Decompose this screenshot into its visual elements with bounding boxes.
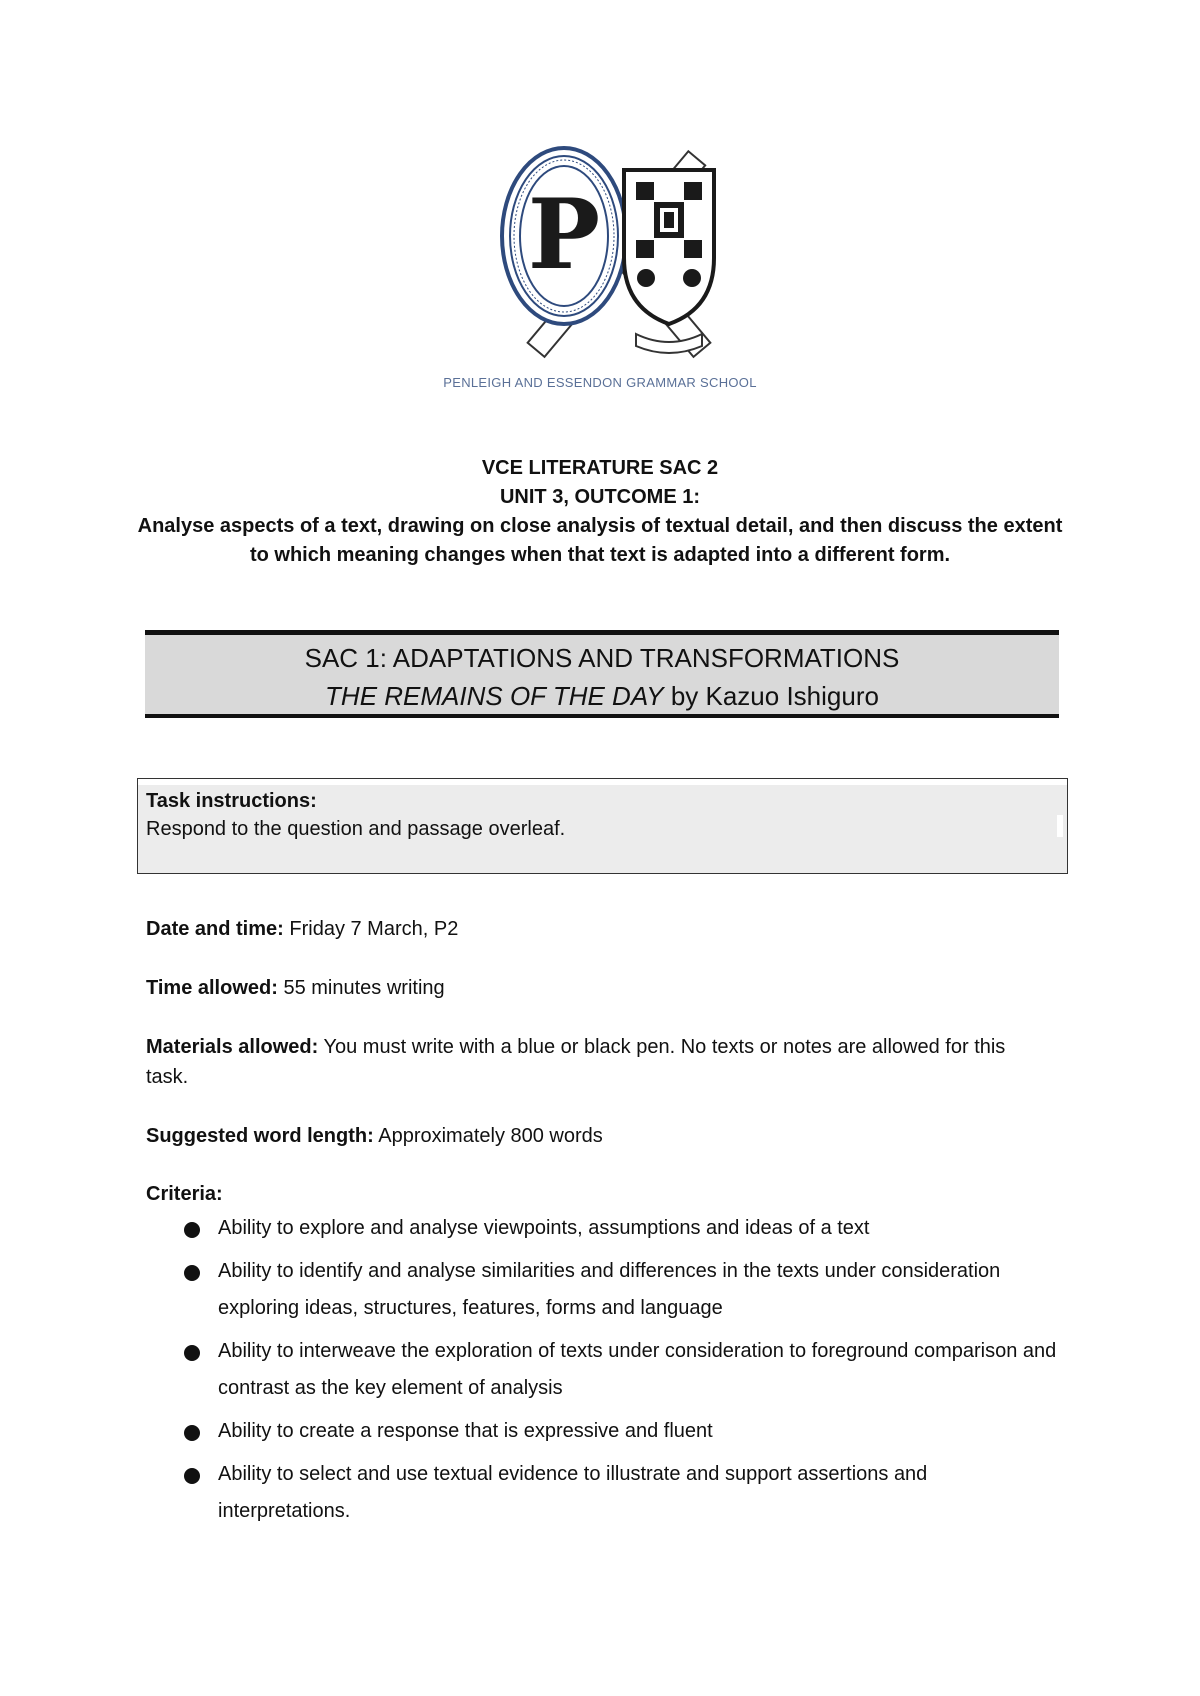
- task-instructions-label: Task instructions:: [146, 790, 317, 812]
- criteria-item: Ability to select and use textual evidence to illustrate and support assertions and interpretations.: [180, 1456, 1060, 1530]
- assessment-header: [130, 454, 1070, 570]
- materials-label: Materials allowed:: [146, 1036, 319, 1058]
- criteria-item: Ability to identify and analyse similarities and differences in the texts under consideration exploring ideas, structures, features, forms and language: [180, 1253, 1060, 1327]
- sac-subtitle: [145, 681, 1059, 711]
- book-author: by Kazuo Ishiguro: [670, 681, 879, 711]
- header-course: VCE LITERATURE SAC 2: [481, 457, 719, 479]
- criteria-label: Criteria:: [146, 1183, 223, 1205]
- bullet-icon: [184, 1345, 200, 1361]
- box-edge-mark: [1057, 815, 1063, 837]
- bullet-icon: [184, 1468, 200, 1484]
- date-time-label: Date and time:: [146, 918, 284, 940]
- bullet-icon: [184, 1265, 200, 1281]
- criteria-item: Ability to create a response that is expressive and fluent: [180, 1413, 1060, 1450]
- time-allowed-field: [146, 973, 1046, 1003]
- date-time-field: [146, 914, 1046, 944]
- sac-title-box: [145, 630, 1059, 718]
- criteria-list: [180, 1210, 1060, 1536]
- word-length-value: Approximately 800 words: [378, 1125, 603, 1147]
- time-allowed-label: Time allowed:: [146, 977, 278, 999]
- time-allowed-value: 55 minutes writing: [283, 977, 445, 999]
- crest-letter: P: [527, 178, 601, 291]
- bullet-icon: [184, 1222, 200, 1238]
- date-time-value: Friday 7 March, P2: [289, 918, 459, 940]
- task-instructions-box: [137, 778, 1068, 874]
- header-unit: UNIT 3, OUTCOME 1:: [499, 486, 700, 508]
- crest-shield: [624, 170, 714, 324]
- header-outcome-description: Analyse aspects of a text, drawing on close analysis of textual detail, and then discuss the extent to which meaning changes when that text is adapted into a different form.: [137, 515, 1063, 566]
- materials-field: [146, 1032, 1046, 1092]
- word-length-field: [146, 1121, 1046, 1151]
- word-length-label: Suggested word length:: [146, 1125, 374, 1147]
- school-name: PENLEIGH AND ESSENDON GRAMMAR SCHOOL: [443, 375, 757, 390]
- task-instructions-text: Respond to the question and passage overleaf.: [146, 818, 566, 840]
- bullet-icon: [184, 1425, 200, 1441]
- school-crest-logo: [494, 140, 750, 362]
- sac-title: SAC 1: ADAPTATIONS AND TRANSFORMATIONS: [304, 643, 900, 673]
- criteria-item: Ability to interweave the exploration of texts under consideration to foreground comparison and contrast as the key element of analysis: [180, 1333, 1060, 1407]
- materials-value: You must write with a blue or black pen. No texts or notes are allowed for this task.: [146, 1036, 1006, 1088]
- criteria-heading: [146, 1179, 1046, 1209]
- book-title: THE REMAINS OF THE DAY: [325, 681, 664, 711]
- criteria-item: Ability to explore and analyse viewpoints, assumptions and ideas of a text: [180, 1210, 1060, 1247]
